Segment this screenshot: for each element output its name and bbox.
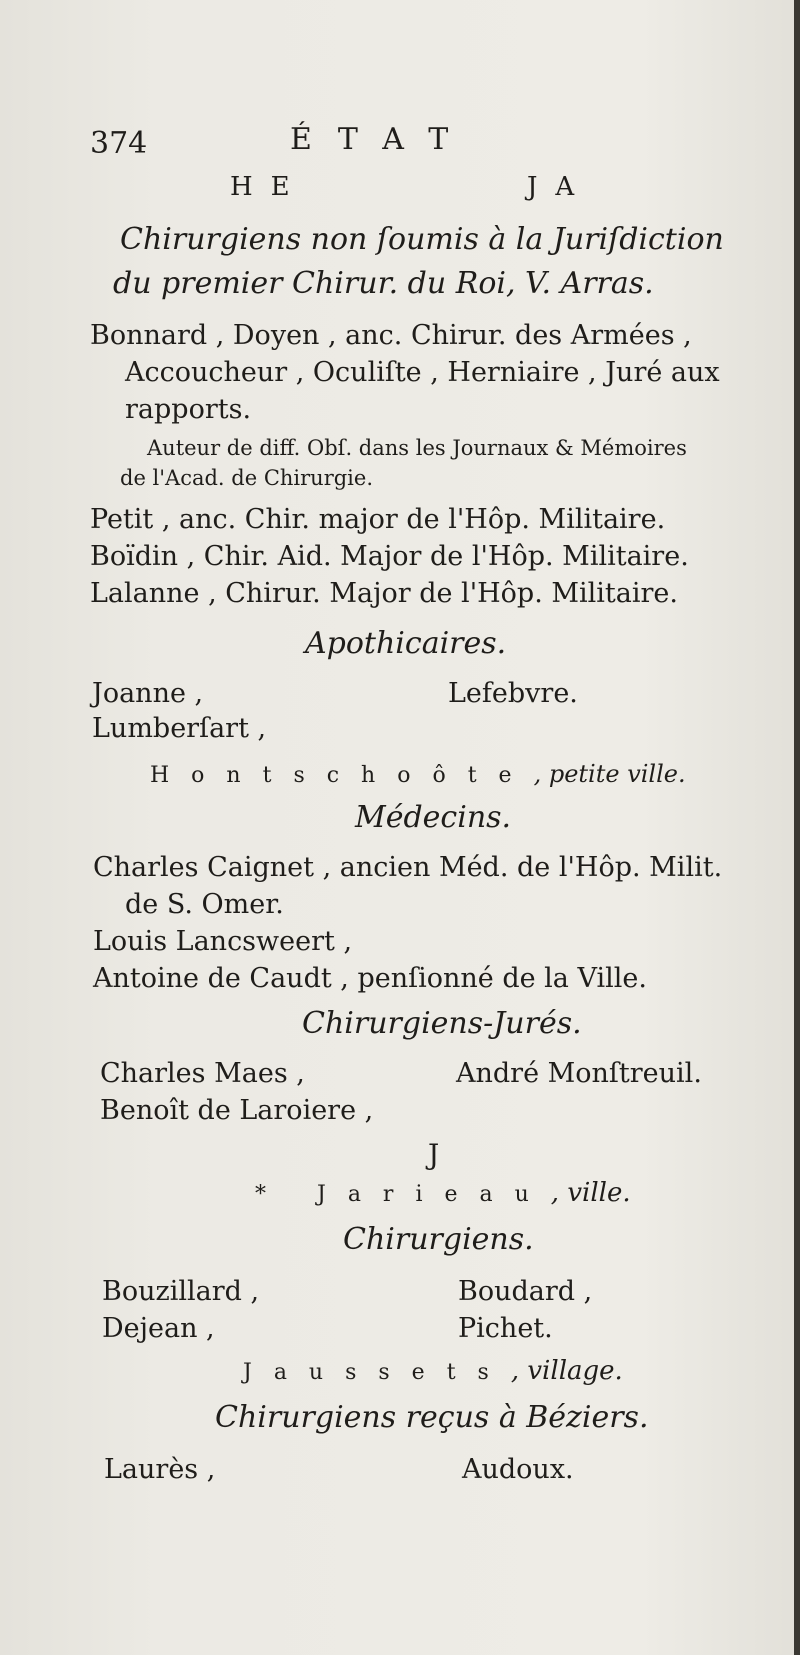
running-letters-left: HE [230, 172, 308, 202]
place-name-jarieau: * Jarieau [255, 1182, 551, 1207]
page-edge-shadow [794, 0, 800, 1655]
page-number: 374 [90, 126, 148, 161]
entry-lalanne: Lalanne , Chirur. Major de l'Hôp. Militaire. [90, 578, 678, 609]
heading-apothicaires: Apothicaires. [305, 626, 507, 661]
medecin-3: Antoine de Caudt , penſionné de la Ville. [93, 963, 647, 994]
place-desc-jaussets: , village. [510, 1356, 623, 1386]
place-heading-hontschoote [150, 760, 686, 788]
entry-bonnard-note1: Auteur de diff. Obſ. dans les Journaux & Mémoires [147, 436, 687, 460]
entry-bonnard-line2: Accoucheur , Oculiſte , Herniaire , Juré aux [125, 357, 720, 388]
section-heading-line1: Chirurgiens non ſoumis à la Juriſdiction [120, 222, 724, 257]
jaussets-left-1: Laurès , [104, 1454, 216, 1485]
place-desc: , petite ville. [533, 760, 686, 788]
apothicaire-right-1: Lefebvre. [448, 678, 578, 709]
entry-bonnard-line1: Bonnard , Doyen , anc. Chirur. des Armées , [90, 320, 692, 351]
entry-boidin: Boïdin , Chir. Aid. Major de l'Hôp. Militaire. [90, 541, 689, 572]
chirurgien-left-2: Dejean , [102, 1313, 215, 1344]
medecin-2: Louis Lancsweert , [93, 926, 353, 957]
chirurgien-right-2: Pichet. [458, 1313, 553, 1344]
place-desc-jarieau: , ville. [550, 1178, 631, 1208]
chirurgien-left-1: Bouzillard , [102, 1276, 260, 1307]
heading-chirurgiens: Chirurgiens. [343, 1222, 534, 1257]
jaussets-right-1: Audoux. [462, 1454, 574, 1485]
medecin-1-line2: de S. Omer. [125, 889, 284, 920]
entry-petit: Petit , anc. Chir. major de l'Hôp. Militaire. [90, 504, 666, 535]
heading-medecins: Médecins. [355, 800, 512, 835]
medecin-1-line1: Charles Caignet , ancien Méd. de l'Hôp. Milit. [93, 852, 723, 883]
section-heading-line2: du premier Chirur. du Roi, V. Arras. [113, 266, 654, 301]
chirurgien-jure-right-1: André Monſtreuil. [456, 1058, 702, 1089]
apothicaire-left-1: Joanne , [92, 678, 204, 709]
heading-chirurgiens-beziers: Chirurgiens reçus à Béziers. [215, 1400, 649, 1435]
entry-bonnard-note2: de l'Acad. de Chirurgie. [120, 466, 373, 490]
apothicaire-left-2: Lumberſart , [92, 713, 267, 744]
chirurgien-right-1: Boudard , [458, 1276, 593, 1307]
running-letters-right: JA [527, 172, 593, 202]
place-name: Hontschoôte [150, 763, 534, 788]
running-title: ÉTAT [290, 122, 475, 157]
place-heading-jarieau [255, 1178, 631, 1208]
chirurgien-jure-left-2: Benoît de Laroiere , [100, 1095, 374, 1126]
place-heading-jaussets [243, 1356, 623, 1386]
entry-bonnard-line3: rapports. [125, 394, 252, 425]
section-letter-j: J [428, 1138, 440, 1171]
place-name-jaussets: Jaussets [243, 1360, 511, 1385]
chirurgien-jure-left-1: Charles Maes , [100, 1058, 305, 1089]
heading-chirurgiens-jures: Chirurgiens-Jurés. [302, 1006, 582, 1041]
